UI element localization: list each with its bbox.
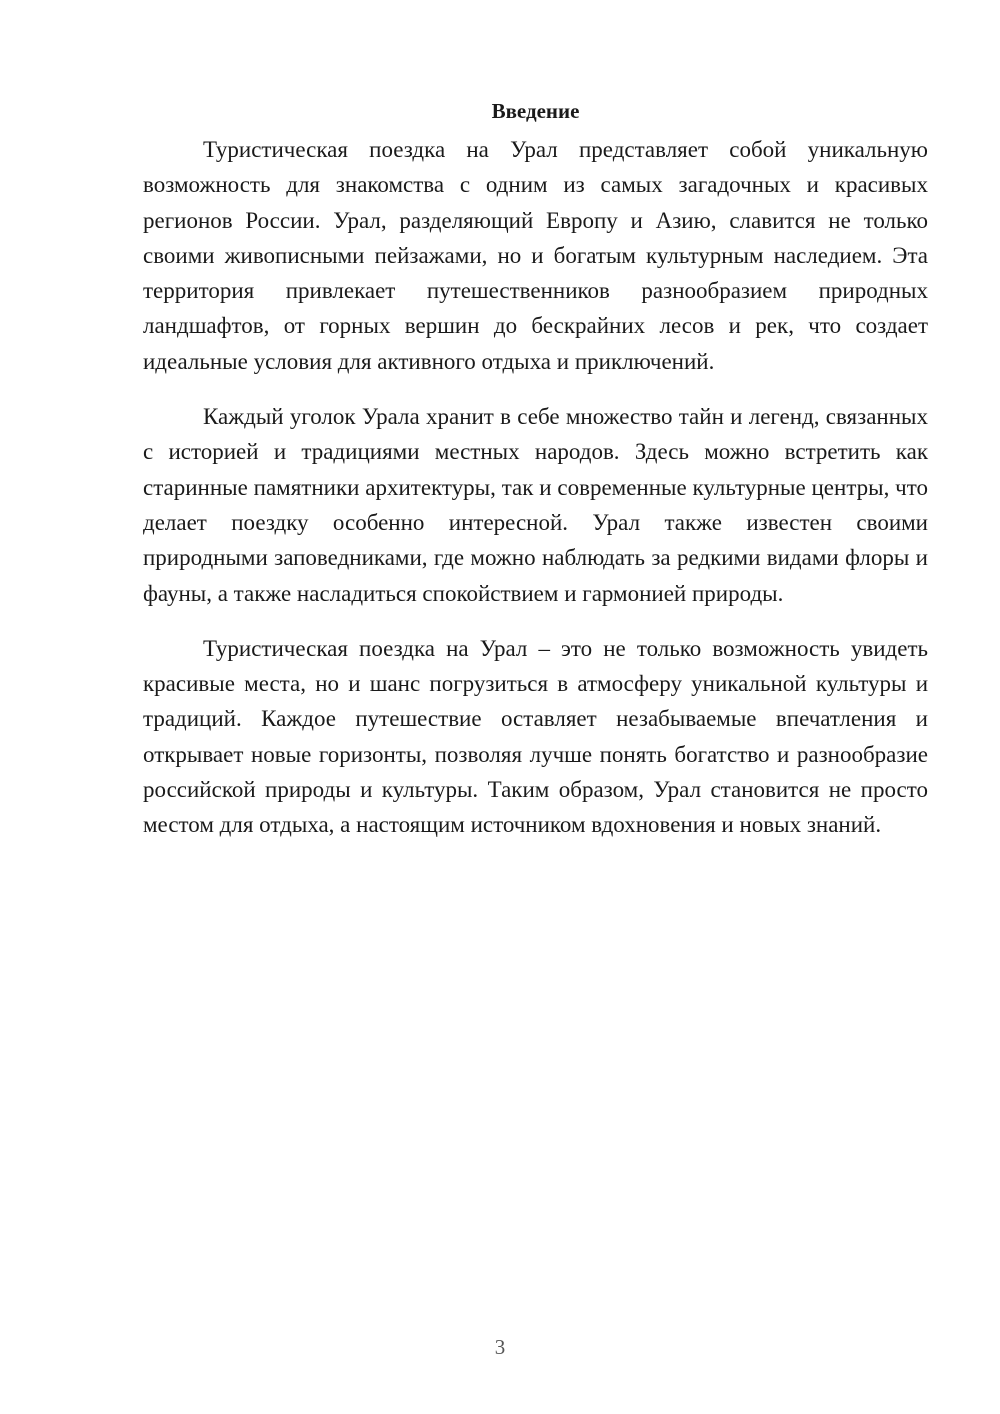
page-content: [143, 96, 928, 863]
paragraph-1: Туристическая поездка на Урал представляет собой уникальную возможность для знакомства с одним из самых загадочных и красивых регионов России. Урал, разделяющий Европу и Азию, славится не только своими живописными пейзажами, но и богатым культурным наследием. Эта территория привлекает путешественников разнообразием природных ландшафтов, от горных вершин до бескрайних лесов и рек, что создает идеальные условия для активного отдыха и приключений.: [143, 137, 928, 374]
page-number: 3: [494, 1335, 506, 1359]
paragraph-2: Каждый уголок Урала хранит в себе множество тайн и легенд, связанных с историей и традициями местных народов. Здесь можно встретить как старинные памятники архитектуры, так и современные культурные центры, что делает поездку особенно интересной. Урал также известен своими природными заповедниками, где можно наблюдать за редкими видами флоры и фауны, а также насладиться спокойствием и гармонией природы.: [143, 404, 928, 606]
section-title: Введение: [491, 99, 580, 123]
paragraph-3: Туристическая поездка на Урал – это не только возможность увидеть красивые места, но и шанс погрузиться в атмосферу уникальной культуры и традиций. Каждое путешествие оставляет незабываемые впечатления и открывает новые горизонты, позволяя лучше понять богатство и разнообразие российской природы и культуры. Таким образом, Урал становится не просто местом для отдыха, а настоящим источником вдохновения и новых знаний.: [143, 635, 928, 838]
